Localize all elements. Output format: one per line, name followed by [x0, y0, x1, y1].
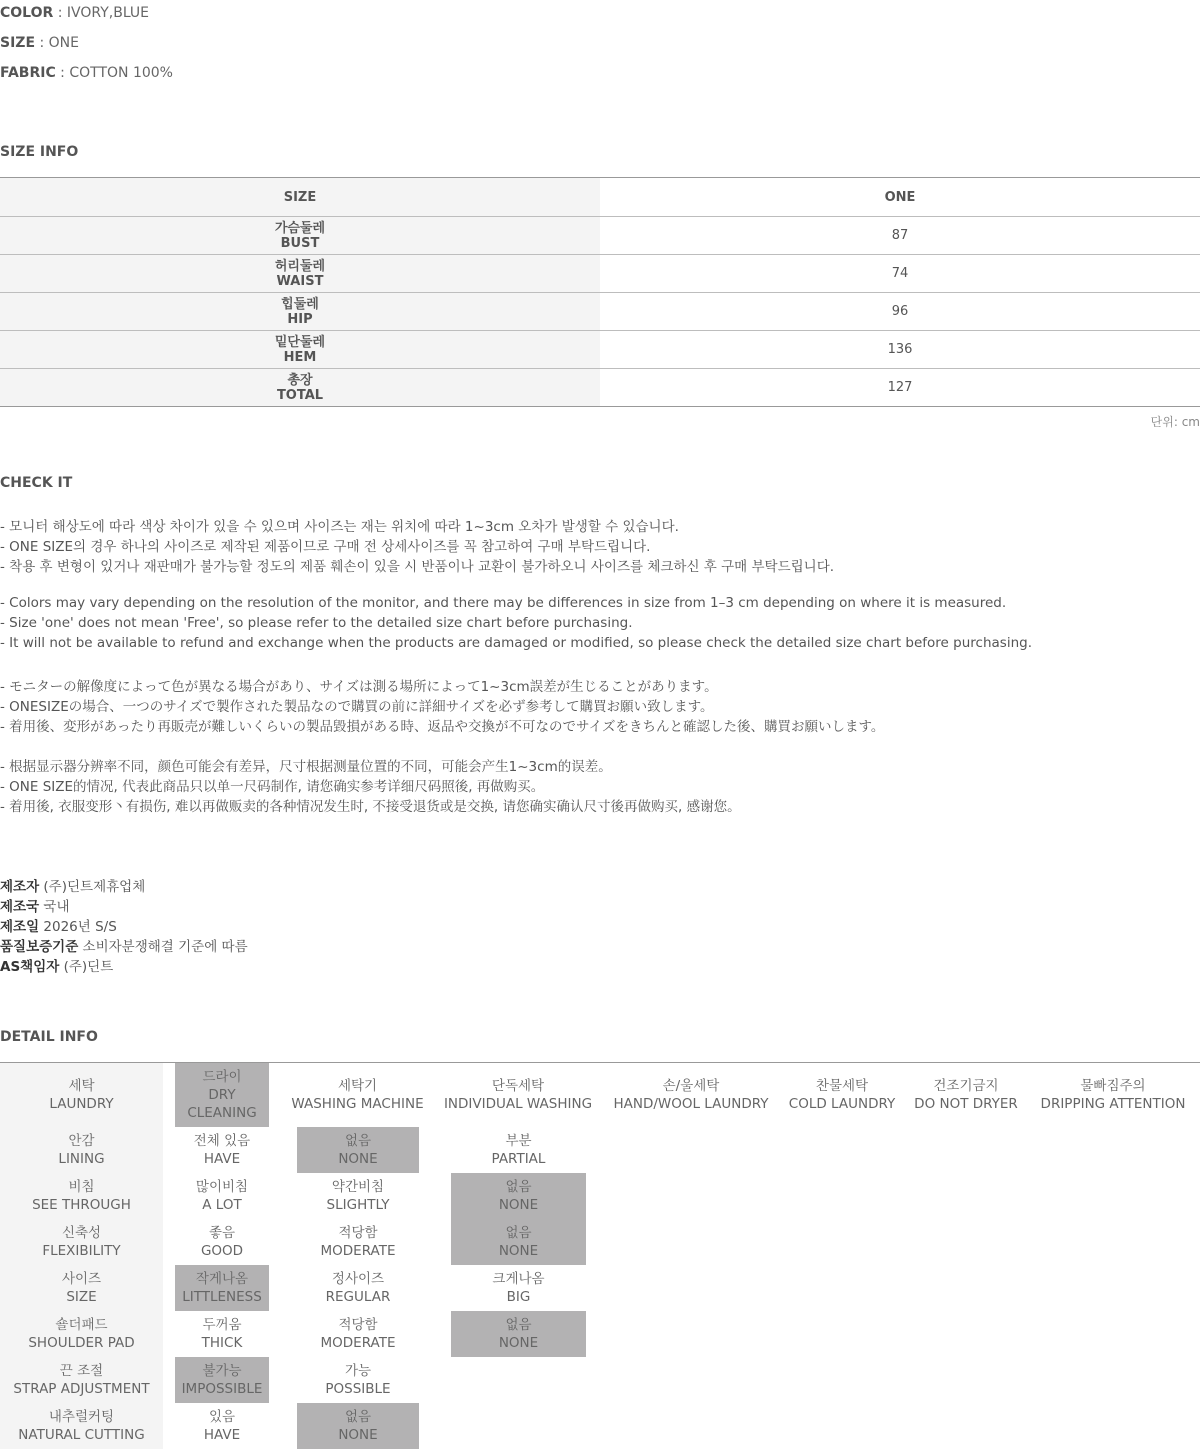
- option-ko: 전체 있음: [193, 1133, 251, 1149]
- detail-head-ko: 비침: [68, 1179, 95, 1195]
- measure-ko: 허리둘레: [274, 258, 326, 274]
- notice-line: - 根据显示器分辨率不同，颜色可能会有差异，尺寸根据测量位置的不同，可能会产生1~3cm的误差。: [0, 759, 612, 775]
- detail-option-selected: [175, 1265, 269, 1311]
- option-ko: 손/울세탁: [662, 1078, 720, 1094]
- measure-ko: 힙둘레: [281, 296, 319, 312]
- detail-row-flexibility: [0, 1219, 1200, 1265]
- notice-line: - It will not be available to refund and exchange when the products are damaged or modified, so please check the detailed size chart before purchasing.: [0, 635, 1032, 651]
- option-ko: 좋음: [208, 1225, 236, 1241]
- detail-option-selected: [451, 1219, 586, 1265]
- measure-en: TOTAL: [276, 387, 324, 403]
- option-en: POSSIBLE: [325, 1381, 391, 1397]
- detail-row-natural-cutting: [0, 1403, 1200, 1449]
- detail-head-en: SHOULDER PAD: [28, 1335, 135, 1351]
- detail-option: [175, 1127, 269, 1173]
- size-table-value: 127: [887, 380, 913, 395]
- detail-row-lining: [0, 1127, 1200, 1173]
- detail-option-selected: [297, 1127, 419, 1173]
- option-en: DRY: [208, 1087, 236, 1103]
- option-en: BIG: [506, 1289, 531, 1305]
- size-table-header-row: [0, 178, 1200, 216]
- size-table-header-value: ONE: [884, 189, 916, 205]
- detail-option: [1030, 1063, 1196, 1127]
- notice-line: - 착용 후 변형이 있거나 재판매가 불가능할 정도의 제품 훼손이 있을 시 반품이나 교환이 불가하오니 사이즈를 체크하신 후 구매 부탁드립니다.: [0, 559, 835, 575]
- spec-value: : COTTON 100%: [55, 65, 173, 81]
- detail-option: [451, 1127, 586, 1173]
- detail-option-selected: [175, 1357, 269, 1403]
- detail-row-shoulder-pad: [0, 1311, 1200, 1357]
- detail-info-title: DETAIL INFO: [0, 1029, 98, 1045]
- spec-color: [0, 5, 149, 21]
- unit-note: 단위: cm: [1150, 415, 1200, 429]
- detail-option-selected: [297, 1403, 419, 1449]
- notice-line: - モニターの解像度によって色が異なる場合があり、サイズは測る場所によって1~3cm誤差が生じることがあります。: [0, 679, 718, 695]
- option-en: HAVE: [203, 1427, 241, 1443]
- detail-head-en: FLEXIBILITY: [42, 1243, 121, 1259]
- spec-label: COLOR: [0, 5, 54, 21]
- detail-option: [175, 1311, 269, 1357]
- option-ko: 단독세탁: [491, 1078, 545, 1094]
- spec-value: : ONE: [35, 35, 79, 51]
- detail-option: [297, 1311, 419, 1357]
- option-ko: 약간비침: [331, 1179, 385, 1195]
- option-ko: 없음: [505, 1179, 532, 1195]
- size-table: [0, 177, 1200, 407]
- option-en: NONE: [498, 1197, 539, 1213]
- option-en: DO NOT DRYER: [914, 1096, 1018, 1112]
- detail-option-selected: [175, 1063, 269, 1127]
- size-table-row: [0, 330, 1200, 368]
- option-en: A LOT: [202, 1197, 242, 1213]
- maker-manufacturer: [0, 875, 145, 895]
- detail-option: [175, 1403, 269, 1449]
- size-table-row: [0, 292, 1200, 330]
- detail-head: [0, 1357, 163, 1403]
- size-table-header-label: SIZE: [0, 178, 600, 216]
- detail-head: [0, 1173, 163, 1219]
- detail-head-ko: 신축성: [61, 1225, 102, 1241]
- option-ko: 드라이: [202, 1069, 242, 1085]
- detail-head: [0, 1219, 163, 1265]
- spec-fabric: [0, 65, 173, 81]
- spec-size: [0, 35, 79, 51]
- detail-head-en: STRAP ADJUSTMENT: [13, 1381, 150, 1397]
- option-en: NONE: [498, 1335, 539, 1351]
- notice-line: - Size 'one' does not mean 'Free', so please refer to the detailed size chart before purchasing.: [0, 615, 633, 631]
- maker-warranty: [0, 935, 248, 955]
- detail-option: [175, 1219, 269, 1265]
- measure-en: HIP: [287, 311, 313, 327]
- detail-option: [451, 1265, 586, 1311]
- detail-option: [175, 1173, 269, 1219]
- detail-row-strap-adjustment: [0, 1357, 1200, 1403]
- maker-as: [0, 955, 113, 975]
- option-ko: 있음: [208, 1409, 236, 1425]
- maker-value: (주)딘트제휴업체: [39, 879, 146, 895]
- spec-value: : IVORY,BLUE: [53, 5, 150, 21]
- maker-value: 2026년 S/S: [39, 919, 117, 935]
- measure-en: WAIST: [276, 273, 324, 289]
- option-en: MODERATE: [320, 1243, 396, 1259]
- size-info-title: SIZE INFO: [0, 144, 79, 160]
- notice-line: - ONE SIZE的情况, 代表此商品只以单一尺码制作, 请您确实参考详细尺码照後, 再做购买。: [0, 779, 545, 795]
- measure-ko: 총장: [287, 372, 313, 388]
- detail-option: [906, 1063, 1026, 1127]
- detail-head-en: LINING: [58, 1151, 105, 1167]
- option-ko: 물빠짐주의: [1080, 1078, 1146, 1094]
- detail-head: [0, 1265, 163, 1311]
- option-ko: 크게나옴: [492, 1271, 545, 1287]
- detail-option: [297, 1357, 419, 1403]
- detail-table: [0, 1062, 1200, 1449]
- option-ko: 없음: [505, 1225, 532, 1241]
- maker-date: [0, 915, 117, 935]
- size-table-row: [0, 254, 1200, 292]
- maker-label: 품질보증기준: [0, 939, 79, 955]
- measure-en: HEM: [283, 349, 317, 365]
- notice-line: - Colors may vary depending on the resolution of the monitor, and there may be differences in size from 1–3 cm depending on where it is measured.: [0, 595, 1007, 611]
- detail-head-ko: 끈 조절: [59, 1363, 104, 1379]
- option-ko: 없음: [344, 1133, 372, 1149]
- detail-option: [297, 1265, 419, 1311]
- maker-value: 소비자분쟁해결 기준에 따름: [78, 939, 248, 955]
- size-table-label: [0, 331, 600, 368]
- size-table-value: 136: [887, 342, 913, 357]
- detail-head: [0, 1311, 163, 1357]
- maker-value: (주)딘트: [59, 959, 114, 975]
- detail-option: [606, 1063, 776, 1127]
- option-ko: 불가능: [202, 1363, 242, 1379]
- option-en: DRIPPING ATTENTION: [1040, 1096, 1186, 1112]
- detail-row-see-through: [0, 1173, 1200, 1219]
- option-en: THICK: [201, 1335, 243, 1351]
- size-table-value: 74: [891, 266, 909, 281]
- size-table-label: [0, 255, 600, 292]
- detail-option: [285, 1063, 430, 1127]
- detail-head-en: SIZE: [66, 1289, 97, 1305]
- detail-head-en: SEE THROUGH: [32, 1197, 131, 1213]
- option-ko: 많이비침: [195, 1179, 249, 1195]
- detail-row-laundry: [0, 1063, 1200, 1127]
- option-ko: 가능: [344, 1363, 372, 1379]
- option-ko: 두꺼움: [202, 1317, 242, 1333]
- detail-head-en: LAUNDRY: [49, 1096, 114, 1112]
- option-en: HAND/WOOL LAUNDRY: [613, 1096, 769, 1112]
- notice-line: - 着用後、変形があったり再販売が難しいくらいの製品毀損がある時、返品や交換が不可なのでサイズをきちんと確認した後、購買お願いします。: [0, 719, 885, 735]
- measure-ko: 가슴둘레: [274, 220, 326, 236]
- option-en: SLIGHTLY: [326, 1197, 390, 1213]
- maker-value: 국내: [39, 899, 70, 915]
- option-ko: 건조기금지: [933, 1078, 999, 1094]
- option-en: INDIVIDUAL WASHING: [443, 1096, 593, 1112]
- detail-head: [0, 1403, 163, 1449]
- option-en: COLD LAUNDRY: [788, 1096, 896, 1112]
- option-en: CLEANING: [187, 1105, 257, 1121]
- option-ko: 세탁기: [337, 1078, 378, 1094]
- option-en: PARTIAL: [491, 1151, 546, 1167]
- size-table-value: 87: [891, 228, 909, 243]
- option-en: REGULAR: [325, 1289, 391, 1305]
- option-en: IMPOSSIBLE: [181, 1381, 263, 1397]
- detail-head-ko: 사이즈: [61, 1271, 102, 1287]
- notice-line: - 着用後, 衣服变形丶有损伤, 难以再做贩卖的各种情况发生时, 不接受退货或是交换, 请您确实确认尺寸後再做购买, 感谢您。: [0, 799, 741, 815]
- check-it-title: CHECK IT: [0, 475, 73, 491]
- option-ko: 찬물세탁: [815, 1078, 869, 1094]
- notice-line: - 모니터 해상도에 따라 색상 차이가 있을 수 있으며 사이즈는 재는 위치에 따라 1~3cm 오차가 발생할 수 있습니다.: [0, 519, 679, 535]
- notice-line: - ONESIZEの場合、一つのサイズで製作された製品なので購買の前に詳細サイズを必ず参考して購買お願い致します。: [0, 699, 714, 715]
- option-ko: 없음: [505, 1317, 532, 1333]
- maker-label: 제조일: [0, 919, 40, 935]
- option-en: WASHING MACHINE: [291, 1096, 424, 1112]
- detail-option: [297, 1173, 419, 1219]
- size-table-label: [0, 293, 600, 330]
- option-en: HAVE: [203, 1151, 241, 1167]
- size-table-label: [0, 369, 600, 406]
- option-en: LITTLENESS: [182, 1289, 262, 1305]
- detail-option-selected: [451, 1173, 586, 1219]
- notice-line: - ONE SIZE의 경우 하나의 사이즈로 제작된 제품이므로 구매 전 상세사이즈를 꼭 참고하여 구매 부탁드립니다.: [0, 539, 651, 555]
- maker-country: [0, 895, 70, 915]
- detail-head-en: NATURAL CUTTING: [18, 1427, 145, 1443]
- option-ko: 부분: [505, 1133, 532, 1149]
- option-ko: 적당함: [338, 1317, 378, 1333]
- detail-head: [0, 1127, 163, 1173]
- detail-option: [297, 1219, 419, 1265]
- size-table-value: 96: [891, 304, 909, 319]
- measure-ko: 밑단둘레: [274, 334, 326, 350]
- size-table-row: [0, 216, 1200, 254]
- option-en: MODERATE: [320, 1335, 396, 1351]
- option-en: GOOD: [200, 1243, 244, 1259]
- measure-en: BUST: [280, 235, 320, 251]
- option-ko: 적당함: [338, 1225, 378, 1241]
- size-table-label: [0, 217, 600, 254]
- option-en: NONE: [498, 1243, 539, 1259]
- detail-option: [782, 1063, 902, 1127]
- spec-label: FABRIC: [0, 65, 56, 81]
- option-ko: 정사이즈: [331, 1271, 385, 1287]
- detail-head-ko: 안감: [68, 1133, 95, 1149]
- detail-option: [440, 1063, 596, 1127]
- detail-head: [0, 1063, 163, 1127]
- option-en: NONE: [338, 1427, 378, 1443]
- spec-label: SIZE: [0, 35, 36, 51]
- detail-head-ko: 숄더패드: [55, 1317, 108, 1333]
- detail-row-size: [0, 1265, 1200, 1311]
- detail-head-ko: 내추럴커팅: [48, 1409, 115, 1425]
- detail-head-ko: 세탁: [68, 1078, 95, 1094]
- size-table-row: [0, 368, 1200, 406]
- option-ko: 작게나옴: [195, 1271, 249, 1287]
- maker-label: 제조국: [0, 899, 40, 915]
- maker-label: AS책임자: [0, 959, 60, 975]
- detail-option-selected: [451, 1311, 586, 1357]
- option-ko: 없음: [344, 1409, 372, 1425]
- option-en: NONE: [338, 1151, 378, 1167]
- maker-label: 제조자: [0, 879, 40, 895]
